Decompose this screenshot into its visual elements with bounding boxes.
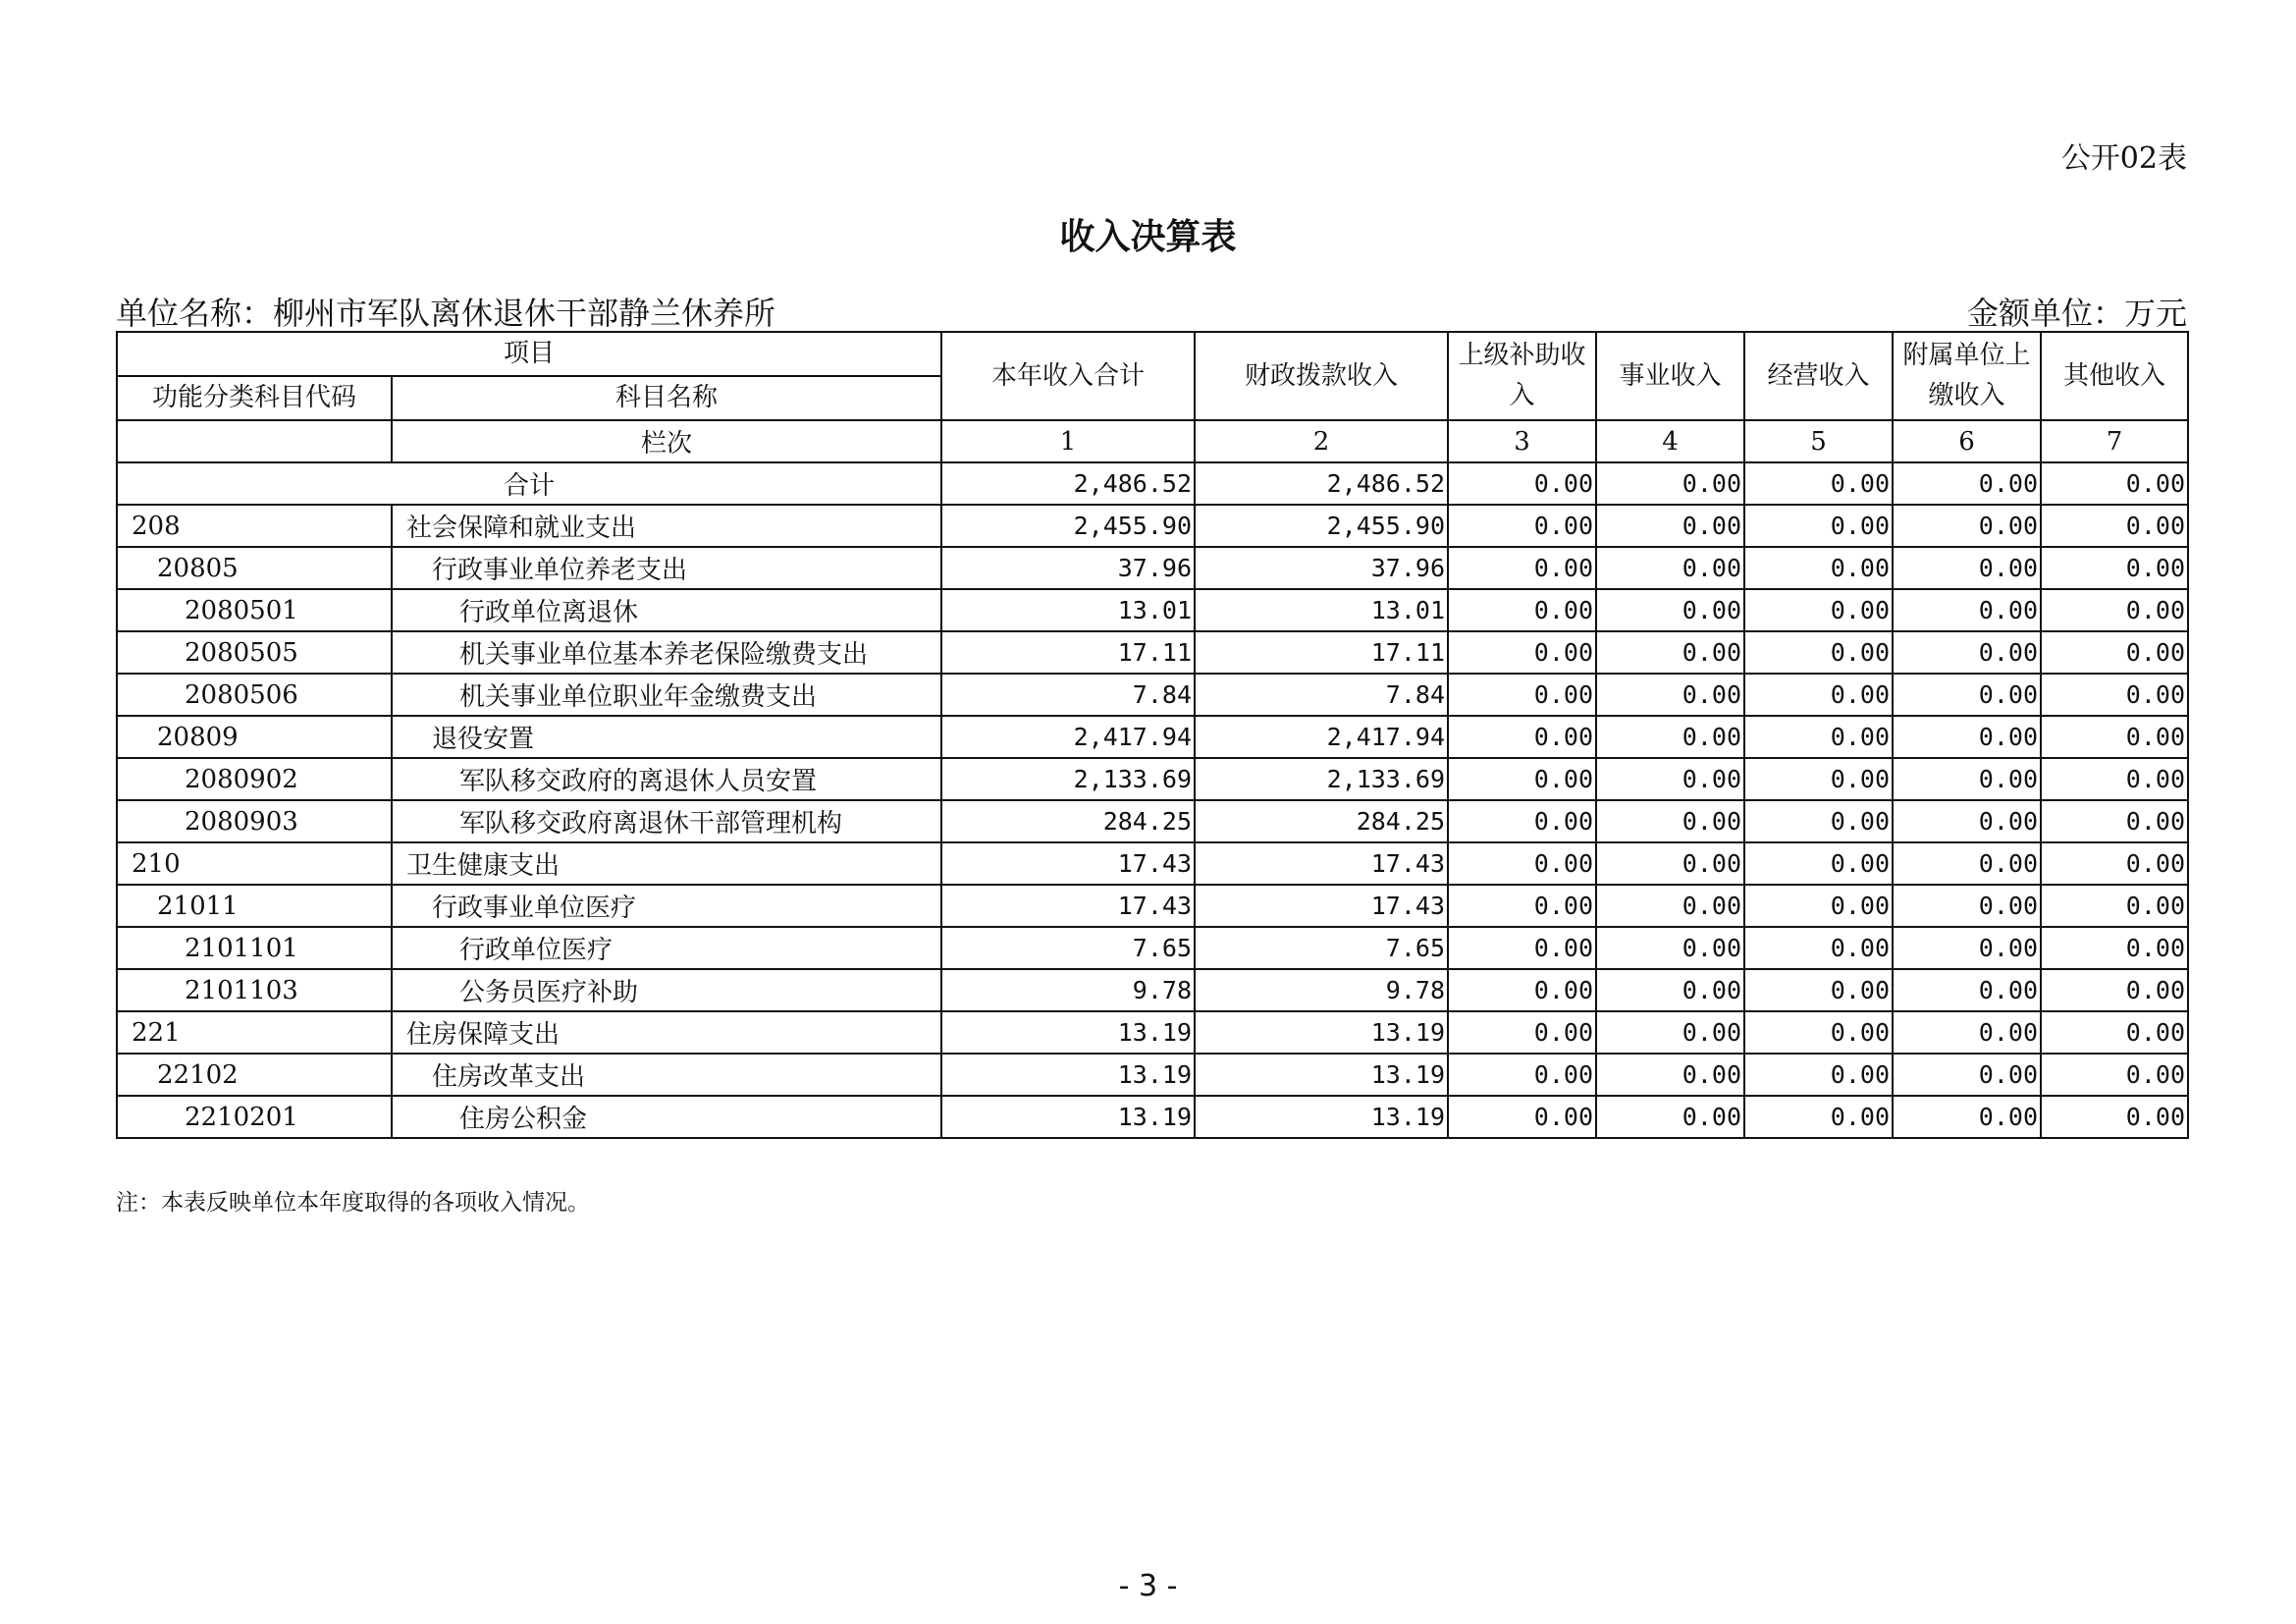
row-value: 0.00 [1448, 589, 1596, 631]
row-value: 0.00 [1596, 631, 1744, 674]
header-affiliated: 附属单位上缴收入 [1893, 332, 2041, 420]
form-number: 公开02表 [2060, 141, 2187, 176]
row-name: 退役安置 [392, 716, 941, 758]
row-name: 机关事业单位职业年金缴费支出 [392, 674, 941, 716]
row-value: 0.00 [2041, 1096, 2188, 1138]
table-row [117, 1096, 2188, 1138]
row-code: 2080501 [117, 589, 392, 631]
col-index-3: 3 [1448, 420, 1596, 462]
row-value: 0.00 [1744, 547, 1893, 589]
row-code: 208 [117, 505, 392, 547]
row-name: 机关事业单位基本养老保险缴费支出 [392, 631, 941, 674]
row-value: 2,417.94 [1195, 716, 1448, 758]
col-index-4: 4 [1596, 420, 1744, 462]
row-value: 0.00 [1596, 505, 1744, 547]
table-row [117, 1011, 2188, 1054]
table-row [117, 505, 2188, 547]
row-name: 行政事业单位医疗 [392, 885, 941, 927]
row-value: 0.00 [1893, 885, 2041, 927]
row-value: 37.96 [941, 547, 1195, 589]
row-value: 0.00 [1448, 674, 1596, 716]
row-value: 0.00 [1448, 1096, 1596, 1138]
row-value: 13.19 [941, 1054, 1195, 1096]
row-value: 0.00 [1893, 842, 2041, 885]
row-name: 军队移交政府离退休干部管理机构 [392, 800, 941, 842]
row-code: 2080506 [117, 674, 392, 716]
row-value: 2,417.94 [941, 716, 1195, 758]
row-value: 0.00 [1448, 927, 1596, 969]
row-code: 2080903 [117, 800, 392, 842]
row-value: 0.00 [1893, 1054, 2041, 1096]
table-row [117, 842, 2188, 885]
header-row-index [117, 420, 2188, 462]
row-value: 0.00 [1744, 927, 1893, 969]
row-code: 2101103 [117, 969, 392, 1011]
row-value: 17.43 [1195, 842, 1448, 885]
row-name: 行政单位医疗 [392, 927, 941, 969]
row-value: 0.00 [1744, 1011, 1893, 1054]
header-operating: 经营收入 [1744, 332, 1893, 420]
row-value: 0.00 [1744, 969, 1893, 1011]
row-code: 20805 [117, 547, 392, 589]
row-value: 0.00 [1893, 589, 2041, 631]
row-value: 284.25 [941, 800, 1195, 842]
row-value: 0.00 [2041, 716, 2188, 758]
row-value: 0.00 [1893, 547, 2041, 589]
row-value: 0.00 [1596, 969, 1744, 1011]
row-value: 0.00 [2041, 547, 2188, 589]
row-value: 0.00 [1744, 842, 1893, 885]
row-value: 0.00 [1893, 758, 2041, 800]
row-value: 0.00 [1448, 969, 1596, 1011]
row-value: 0.00 [1448, 547, 1596, 589]
row-value: 0.00 [1596, 758, 1744, 800]
col-index-5: 5 [1744, 420, 1893, 462]
row-value: 7.65 [941, 927, 1195, 969]
table-row [117, 674, 2188, 716]
row-value: 0.00 [2041, 674, 2188, 716]
row-code: 22102 [117, 1054, 392, 1096]
col-index-6: 6 [1893, 420, 2041, 462]
unit-name: 单位名称：柳州市军队离休退休干部静兰休养所 [116, 295, 776, 332]
row-value: 2,455.90 [1195, 505, 1448, 547]
row-value: 17.11 [1195, 631, 1448, 674]
total-value: 0.00 [1596, 462, 1744, 505]
income-report-table [116, 331, 2189, 1139]
row-value: 2,133.69 [941, 758, 1195, 800]
row-value: 0.00 [1744, 1054, 1893, 1096]
table-row [117, 589, 2188, 631]
row-name: 行政事业单位养老支出 [392, 547, 941, 589]
total-row [117, 462, 2188, 505]
row-value: 0.00 [1448, 1011, 1596, 1054]
row-value: 17.43 [941, 885, 1195, 927]
row-code: 2080505 [117, 631, 392, 674]
row-value: 17.11 [941, 631, 1195, 674]
row-value: 0.00 [2041, 631, 2188, 674]
row-value: 17.43 [1195, 885, 1448, 927]
row-value: 13.19 [941, 1096, 1195, 1138]
row-value: 0.00 [2041, 842, 2188, 885]
row-value: 0.00 [1893, 1096, 2041, 1138]
row-code: 2080902 [117, 758, 392, 800]
row-name: 住房公积金 [392, 1096, 941, 1138]
row-value: 0.00 [1448, 800, 1596, 842]
header-subsidy: 上级补助收入 [1448, 332, 1596, 420]
row-value: 0.00 [1744, 800, 1893, 842]
row-value: 0.00 [1448, 758, 1596, 800]
table-row [117, 885, 2188, 927]
row-value: 0.00 [2041, 927, 2188, 969]
table-row [117, 631, 2188, 674]
row-value: 0.00 [1448, 631, 1596, 674]
row-value: 2,455.90 [941, 505, 1195, 547]
table-row [117, 927, 2188, 969]
row-value: 9.78 [941, 969, 1195, 1011]
total-value: 0.00 [1893, 462, 2041, 505]
row-value: 0.00 [1893, 969, 2041, 1011]
row-value: 13.01 [941, 589, 1195, 631]
total-label: 合计 [117, 462, 941, 505]
header-code: 功能分类科目代码 [117, 376, 392, 420]
total-value: 0.00 [1448, 462, 1596, 505]
row-value: 0.00 [2041, 758, 2188, 800]
row-value: 0.00 [1893, 927, 2041, 969]
row-value: 0.00 [1596, 1096, 1744, 1138]
row-value: 0.00 [1596, 800, 1744, 842]
row-value: 0.00 [1744, 631, 1893, 674]
row-value: 37.96 [1195, 547, 1448, 589]
row-value: 0.00 [1596, 927, 1744, 969]
row-value: 0.00 [1596, 547, 1744, 589]
row-value: 2,133.69 [1195, 758, 1448, 800]
row-value: 0.00 [1744, 758, 1893, 800]
header-item: 项目 [117, 332, 941, 376]
row-value: 0.00 [1893, 716, 2041, 758]
row-value: 7.65 [1195, 927, 1448, 969]
header-other: 其他收入 [2041, 332, 2188, 420]
row-value: 13.19 [1195, 1054, 1448, 1096]
row-value: 0.00 [1448, 842, 1596, 885]
row-value: 0.00 [1448, 1054, 1596, 1096]
row-value: 0.00 [1596, 1011, 1744, 1054]
row-value: 0.00 [1744, 885, 1893, 927]
table-row [117, 800, 2188, 842]
row-value: 7.84 [1195, 674, 1448, 716]
row-value: 284.25 [1195, 800, 1448, 842]
row-value: 0.00 [1744, 505, 1893, 547]
row-value: 0.00 [1744, 589, 1893, 631]
amount-unit: 金额单位：万元 [1966, 295, 2187, 332]
row-value: 0.00 [1596, 674, 1744, 716]
header-total-income: 本年收入合计 [941, 332, 1195, 420]
row-value: 0.00 [1893, 674, 2041, 716]
row-value: 0.00 [2041, 589, 2188, 631]
row-value: 7.84 [941, 674, 1195, 716]
header-name: 科目名称 [392, 376, 941, 420]
row-value: 0.00 [1596, 842, 1744, 885]
row-value: 0.00 [2041, 1054, 2188, 1096]
row-value: 0.00 [2041, 800, 2188, 842]
row-value: 0.00 [1596, 589, 1744, 631]
page-title: 收入决算表 [1059, 217, 1237, 257]
row-value: 0.00 [1448, 885, 1596, 927]
row-name: 住房保障支出 [392, 1011, 941, 1054]
row-value: 0.00 [2041, 505, 2188, 547]
row-name: 住房改革支出 [392, 1054, 941, 1096]
row-value: 13.19 [1195, 1011, 1448, 1054]
row-value: 0.00 [1893, 631, 2041, 674]
row-code: 2101101 [117, 927, 392, 969]
row-name: 公务员医疗补助 [392, 969, 941, 1011]
total-value: 0.00 [2041, 462, 2188, 505]
col-index-1: 1 [941, 420, 1195, 462]
row-value: 17.43 [941, 842, 1195, 885]
table-row [117, 547, 2188, 589]
page-number: - 3 - [1118, 1569, 1178, 1603]
row-name: 社会保障和就业支出 [392, 505, 941, 547]
header-fiscal: 财政拨款收入 [1195, 332, 1448, 420]
row-name: 军队移交政府的离退休人员安置 [392, 758, 941, 800]
row-code: 20809 [117, 716, 392, 758]
row-value: 0.00 [1448, 716, 1596, 758]
row-value: 0.00 [1596, 885, 1744, 927]
col-index-2: 2 [1195, 420, 1448, 462]
row-code: 210 [117, 842, 392, 885]
row-value: 0.00 [2041, 1011, 2188, 1054]
row-value: 0.00 [1893, 800, 2041, 842]
row-value: 0.00 [1448, 505, 1596, 547]
index-blank [117, 420, 392, 462]
row-value: 13.19 [1195, 1096, 1448, 1138]
col-index-7: 7 [2041, 420, 2188, 462]
row-value: 13.19 [941, 1011, 1195, 1054]
header-business: 事业收入 [1596, 332, 1744, 420]
total-value: 2,486.52 [1195, 462, 1448, 505]
row-value: 0.00 [2041, 885, 2188, 927]
table-row [117, 1054, 2188, 1096]
table-row [117, 758, 2188, 800]
table-row [117, 969, 2188, 1011]
row-code: 2210201 [117, 1096, 392, 1138]
total-value: 0.00 [1744, 462, 1893, 505]
row-code: 21011 [117, 885, 392, 927]
table-row [117, 716, 2188, 758]
table-note: 注：本表反映单位本年度取得的各项收入情况。 [116, 1190, 590, 1216]
row-value: 0.00 [1596, 716, 1744, 758]
row-value: 13.01 [1195, 589, 1448, 631]
row-value: 9.78 [1195, 969, 1448, 1011]
row-value: 0.00 [1893, 505, 2041, 547]
row-value: 0.00 [2041, 969, 2188, 1011]
row-value: 0.00 [1744, 716, 1893, 758]
row-name: 行政单位离退休 [392, 589, 941, 631]
row-name: 卫生健康支出 [392, 842, 941, 885]
row-value: 0.00 [1893, 1011, 2041, 1054]
row-value: 0.00 [1744, 1096, 1893, 1138]
row-code: 221 [117, 1011, 392, 1054]
header-col-index: 栏次 [392, 420, 941, 462]
row-value: 0.00 [1744, 674, 1893, 716]
total-value: 2,486.52 [941, 462, 1195, 505]
row-value: 0.00 [1596, 1054, 1744, 1096]
header-row-1 [117, 332, 2188, 376]
